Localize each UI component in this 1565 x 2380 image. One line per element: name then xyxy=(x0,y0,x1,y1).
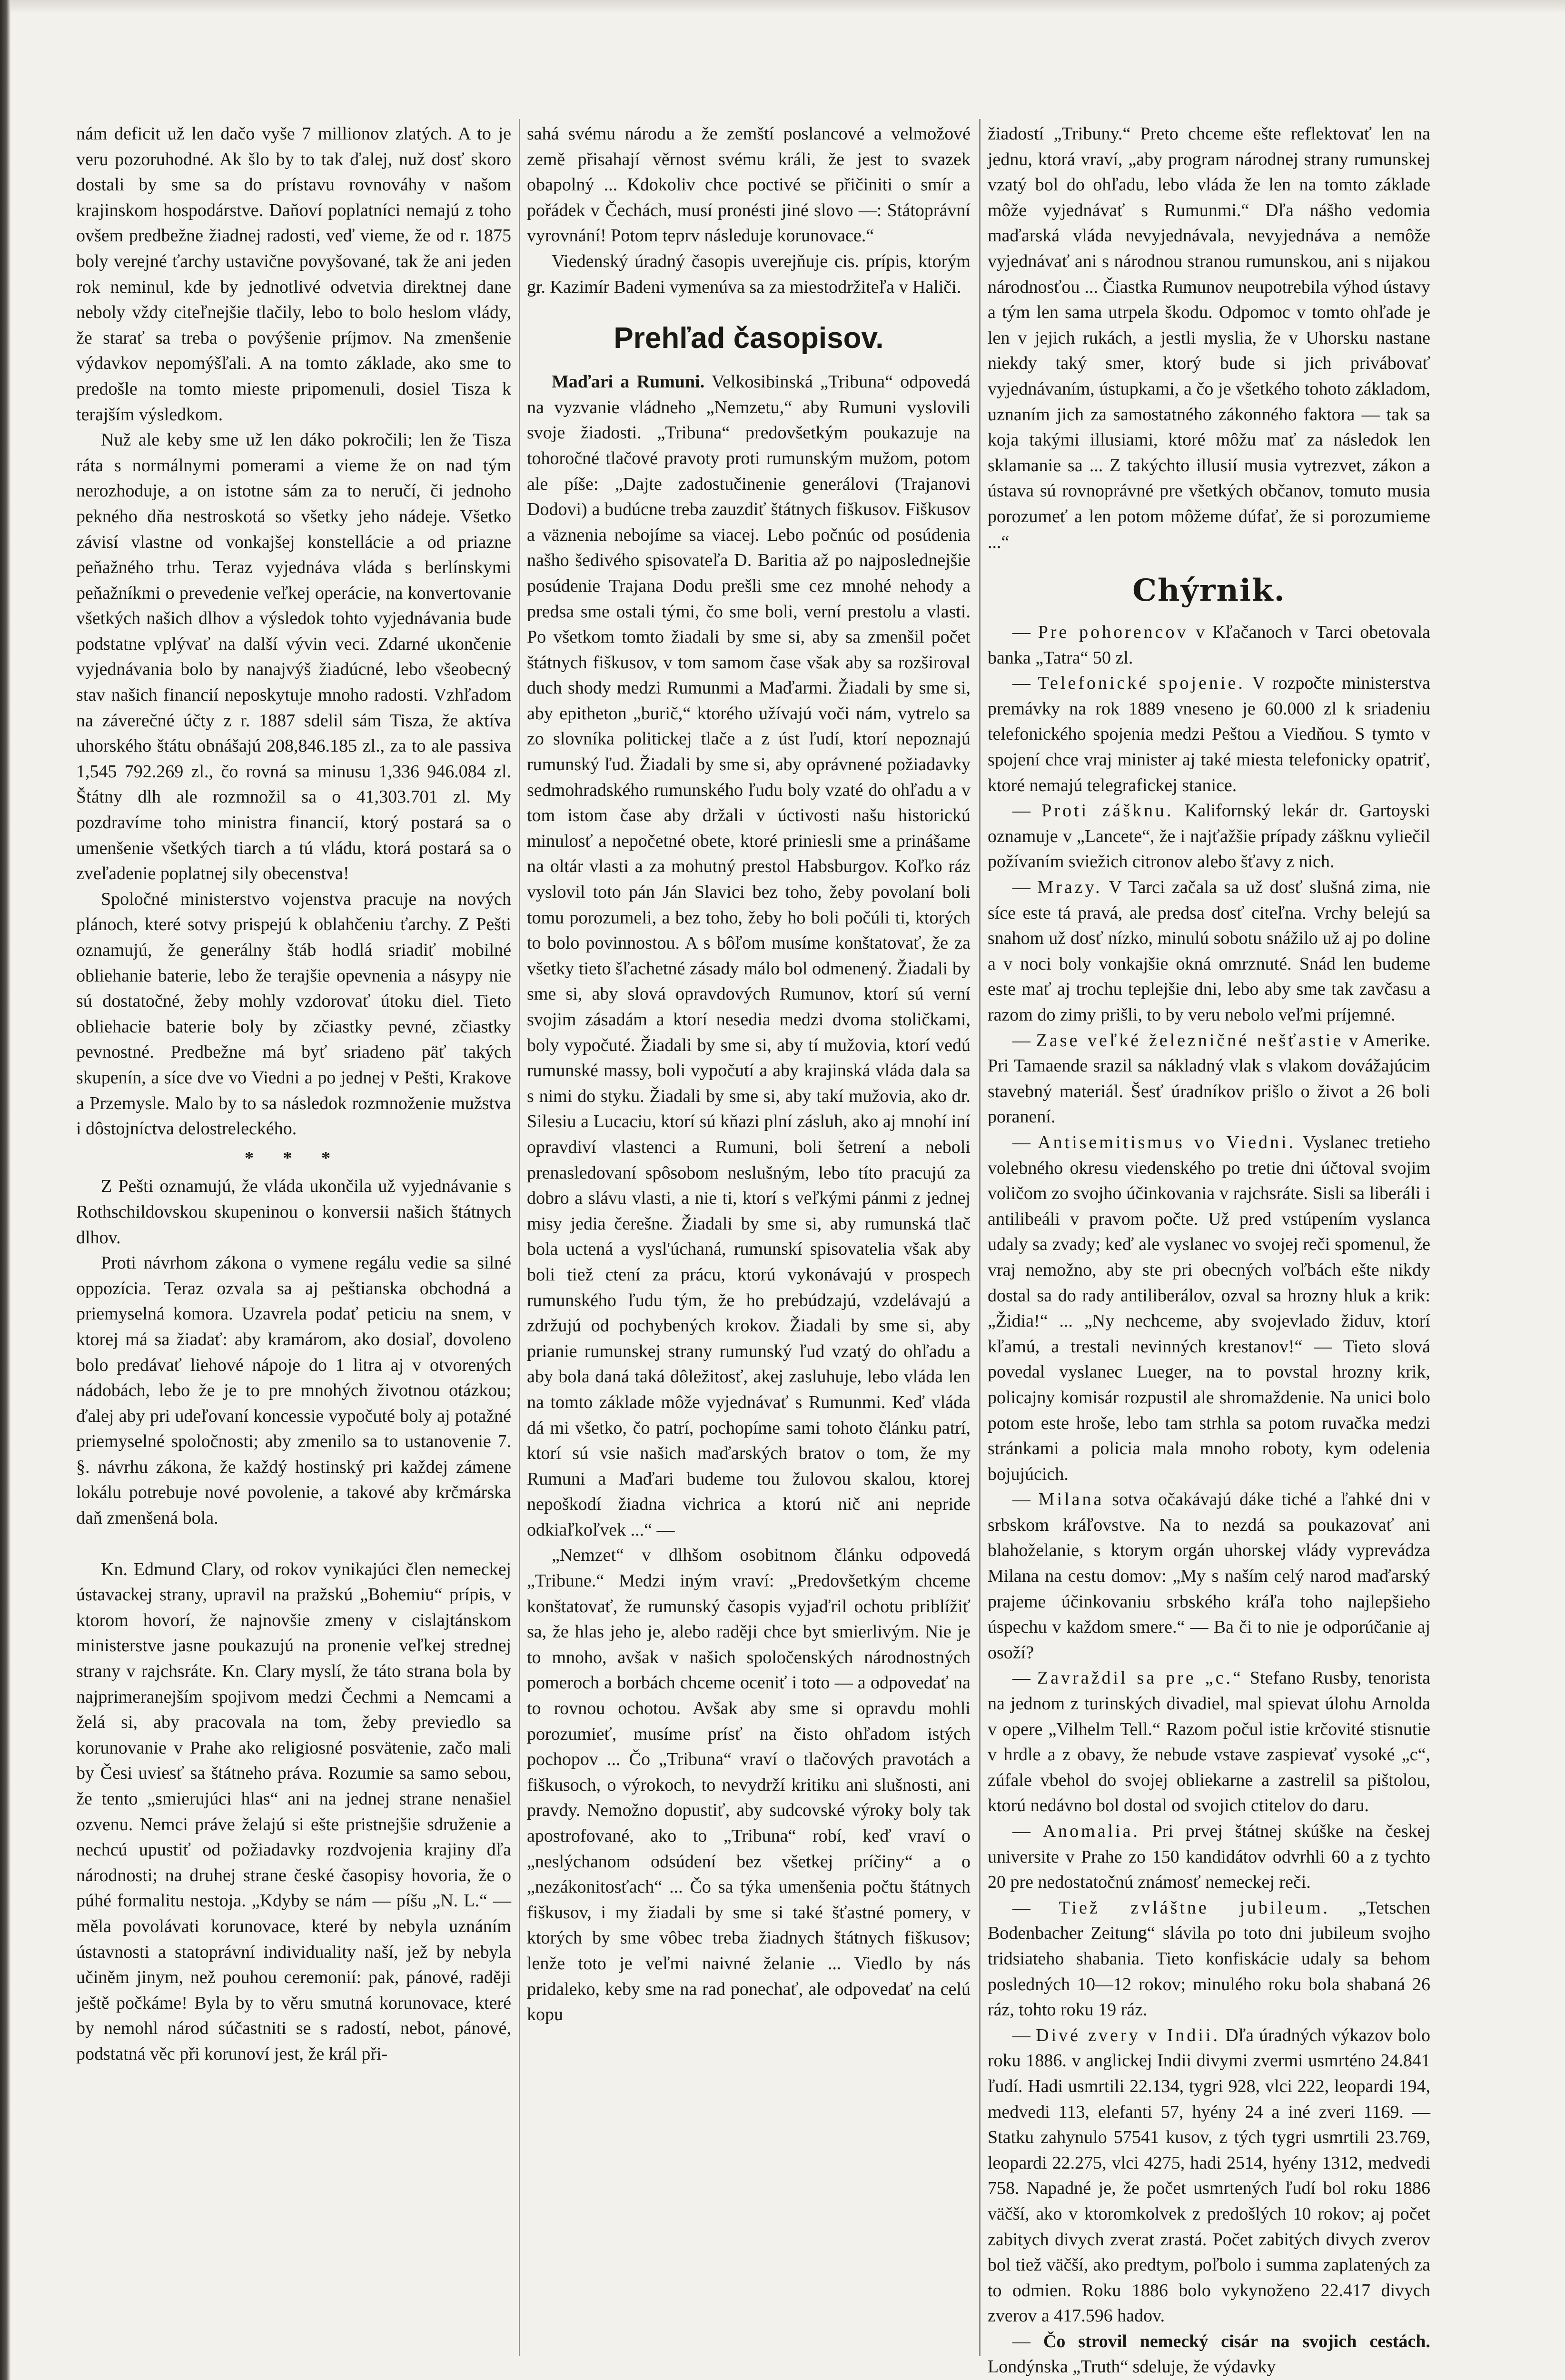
news-item-title: Anomalia. xyxy=(1042,1821,1140,1841)
news-item-6: — Antisemitismus vo Viedni. Vyslanec tretieho volebného okresu viedenského po tretie dni účtoval svojim voličom zo svojho účinkovania v rajchsráte. Sisli sa liberáli i antilibeáli v pravom počte. Už pred vstúpením vyslanca udaly sa zvady; keď ale vyslanec vo svojej reči spomenul, že vraj nemožno, aby ste pri obecných voľbách ešte nikdy dostal sa do rady antiliberálov, ozval sa hrozny hluk a krik: „Židia!“ ... „Ny nechceme, aby svojevlado židuv, ktorí kľamú, a trestali nevinných krestanov!“ — Tieto slová povedal vyslanec Lueger, na to povstal hrozny krik, policajny komisár rozpustil ale shromaždenie. Na unici bolo potom este hroše, lebo tam strhla sa potom ruvačka medzi stránkami a policia mala mnoho roboty, kym odelenia bojujúcich. xyxy=(988,1132,1431,1484)
news-item-10: — Tiež zvláštne jubileum. „Tetschen Bodenbacher Zeitung“ slávila po toto dni jubileum svojho tridsiateho shabania. Tieto konfiskácie udaly sa behom posledných 10—12 rokov; minulého roku bola shabaná 26 ráz, tohto roku 19 ráz. xyxy=(988,1897,1431,2020)
column-rule-1 xyxy=(519,119,520,2356)
scan-left-edge xyxy=(0,0,10,2380)
news-item-11: — Divé zvery v Indii. Dľa úradných výkazov bolo roku 1886. v anglickej Indii divymi zvermi usmrténo 24.841 ľudí. Hadi usmrtili 22.134, tygri 928, vlci 222, leopardi 194, medvedi 113, elefanti 57, hyény 24 a iné zveri 1169. — Statku zahynulo 57541 kusov, z tých tygri usmrtili 23.769, leopardi 22.275, vlci 4275, hadi 2514, hyény 1312, medvedi 758. Napadné je, že počet usmrtených ľudí bol roku 1886 väčší, ako v ktoromkolvek z predošlých 10 rokov; aj počet zabitych divych zverat zrastá. Počet zabitých divych zverov bol tiež väčší, ako predtym, poľbolo i summa zaplatených za to odmien. Roku 1886 bolo vykynoženo 22.417 divych zverov a 417.596 hadov. xyxy=(988,2025,1431,2326)
news-item-text: sotva očakávajú dáke tiché a ľahké dni v srbskom kráľovstve. Na to nezdá sa poukazovať ani blahoželanie, s ktorym orgán uhorskej vlády vyprevádza Milana na cestu domov: „My s naším celý narod maďarský prajeme účinkovaniu srbského kráľa toho najlepšieho úspechu v každom smere.“ — Ba či to nie je odporúčanie aj osoží? xyxy=(988,1489,1430,1663)
news-item-9: — Anomalia. Pri prvej štátnej skúške na českej universite v Prahe zo 150 kandidátov odvrhli 60 a z tychto 20 pre nedostatočnú známosť nemeckej reči. xyxy=(988,1821,1431,1893)
news-item-text: Stefano Rusby, tenorista na jednom z turinských divadiel, mal spievat úlohu Arnolda v opere „Vilhelm Tell.“ Razom počul istie krčovité stisnutie v hrdle a z obavy, že nebude vstave zaspievať vysoké „c“, zúfale vbehol do svojej obliekarne a zastrelil sa pištolou, ktorú nedávno bol dostal od svojich ctitelov do daru. xyxy=(988,1668,1431,1816)
news-item-title: Zase veľké železničné nešťastie xyxy=(1036,1030,1344,1051)
news-item-2: — Telefonické spojenie. V rozpočte ministerstva premávky na rok 1889 vneseno je 60.000 zl k sriadeniu telefonického spojenia medzi Peštou a Viedňou. S tymto v spojení chce vraj minister aj také miesta telefonicky opatriť, ktoré nemajú telegrafickej stanice. xyxy=(988,673,1430,795)
news-item-title: Milana xyxy=(1038,1489,1104,1510)
article-subheading: Maďari a Rumuni. xyxy=(552,372,705,392)
col3-paragraph-1: žiadostí „Tribuny.“ Preto chceme ešte reflektovať len na jednu, ktorá vraví, „aby program národnej strany rumunskej vzatý bol do ohľadu, lebo vláda že len na tomto základe môže vyjednávať s Rumunmi.“ Dľa nášho vedomia maďarská vláda nevyjednávala, nevyjednáva a nemôže vyjednávať ani s národnou stranou rumunskou, ani s nijakou národnosťou ... Čiastka Rumunov neupotrebila výhod ústavy a tým len sama utrpela škodu. Odpomoc v tomto ohľade je len v jejich rukách, a jestli myslia, že v Uhorsku nastane niekdy taký smer, ktorý bude si jich privábovať vyjednávaním, ústupkami, a čo je všetkého tohoto základom, uznaním jich za samostatného zákonného faktora — tak sa koja takými illusiami, ktoré môžu mať za následok len sklamanie sa ... Z takýchto illusií musia vytrezvet, zákon a ústava sú rovnoprávné pre všetkých občanov, tomuto musia porozumeť a len potom môžeme dúfať, že si porozumieme ...“ xyxy=(988,124,1430,552)
news-item-3: — Proti zášknu. Kalifornský lekár dr. Gartoyski oznamuje v „Lancete“, že i najťažšie prípady zášknu vyliečil požívaním sviežich citronov alebo šťavy z nich. xyxy=(988,801,1430,872)
news-item-text: Pri prvej štátnej skúške na českej universite v Prahe zo 150 kandidátov odvrhli 60 a z tychto 20 pre nedostatočnú známosť nemeckej reči. xyxy=(988,1821,1431,1893)
section-heading-news: Chýrnik. xyxy=(1132,573,1286,609)
news-item-text: Londýnska „Truth“ sdeluje, že výdavky xyxy=(988,2357,1276,2377)
column-rule-2 xyxy=(979,119,981,2356)
column-2 xyxy=(527,121,971,2028)
news-item-text: v Amerike. Pri Tamaende srazil sa nákladný vlak s vlakom dovážajúcim stavebný materiál. Šesť úradníkov prišlo o život a 26 boli poranení. xyxy=(988,1030,1430,1127)
news-item-text: V rozpočte ministerstva premávky na rok 1889 vneseno je 60.000 zl k sriadeniu telefonického spojenia medzi Peštou a Viedňou. S tymto v spojení chce vraj minister aj také miesta telefonicky opatriť, ktoré nemajú telegrafickej stanice. xyxy=(988,673,1430,795)
news-item-title: Zavraždil sa pre „c.“ xyxy=(1037,1668,1243,1688)
news-item-7: — Milana sotva očakávajú dáke tiché a ľahké dni v srbskom kráľovstve. Na to nezdá sa poukazovať ani blahoželanie, s ktorym orgán uhorskej vlády vyprevádza Milana na cestu domov: „My s naším celý narod maďarský prajeme účinkovaniu srbského kráľa toho najlepšieho úspechu v každom smere.“ — Ba či to nie je odporúčanie aj osoží? xyxy=(988,1489,1430,1663)
scan-top-shade xyxy=(0,0,1565,13)
news-item-8: — Zavraždil sa pre „c.“ Stefano Rusby, tenorista na jednom z turinských divadiel, mal spievat úlohu Arnolda v opere „Vilhelm Tell.“ Razom počul istie krčovité stisnutie v hrdle a z obavy, že nebude vstave zaspievať vysoké „c“, zúfale vbehol do svojej obliekarne a zastrelil sa pištolou, ktorú nedávno bol dostal od svojich ctitelov do daru. xyxy=(988,1668,1431,1816)
section-separator: * * * xyxy=(245,1148,343,1168)
news-item-title: Pre pohorencov xyxy=(1038,622,1189,643)
news-item-12: — Čo strovil nemecký cisár na svojich cestách. Londýnska „Truth“ sdeluje, že výdavky xyxy=(988,2331,1430,2377)
news-item-text: V Tarci začala sa už dosť slušná zima, nie síce este tá pravá, ale predsa dosť citeľna. Vrchy belejú sa snahom už dosť nízko, minulú sobotu snážilo už aj po doline a v noci boly vonkajšie okná omrznuté. Snád len budeme este mať aj trochu teplejšie dni, lebo aby sme tak zavčasu a razom do zimy prišli, to by veru nebolo veľmi príjemné. xyxy=(988,877,1430,1025)
news-item-title: Proti zášknu. xyxy=(1041,801,1174,821)
news-item-text: v Kľačanoch v Tarci obetovala banka „Tatra“ 50 zl. xyxy=(988,622,1431,668)
col1-paragraph-5: Proti návrhom zákona o vymene regálu vedie sa silné oppozícia. Teraz ozvala sa aj peštianska obchodná a priemyselná komora. Uzavrela podať peticiu na snem, v ktorej má sa žiadať: aby kramárom, ako dosiaľ, dovoleno bolo predávať liehové nápoje do 1 litra aj v otvorených nádobách, lebo že je to pre mnohých životnou otázkou; ďalej aby pri udeľovaní koncessie vypočuté boly aj potažné priemyselné spoločnosti; aby zmenilo sa to ustanovenie 7. §. návrhu zákona, že každý hostinský pri každej zámene lokálu potrebuje nové povolenie, a takové aby krčmárska daň zmenšená bola. xyxy=(76,1253,511,1528)
section-heading-press-review: Prehľad časopisov. xyxy=(614,322,884,355)
news-item-text: „Tetschen Bodenbacher Zeitung“ slávila po toto dni jubileum svojho tridsiateho shabania. Tieto konfiskácie udaly sa behom posledných 10—12 rokov; minulého roku bola shabaná 26 ráz, tohto roku 19 ráz. xyxy=(988,1897,1431,2020)
news-item-title: Telefonické spojenie. xyxy=(1038,673,1245,694)
col2-paragraph-4: „Nemzet“ v dlhšom osobitnom článku odpovedá „Tribune.“ Medzi iným vraví: „Predovšetkým chceme konštatovať, že rumunský časopis vyjaďril ochotu priblížiť sa, že hlas jeho je, alebo raději chce byt smierlivým. Nie je to mnoho, avšak v našich spoločenských národnostných pomeroch a borbách chceme oceniť i toto — a odpovedať na to rovnou ochotou. Avšak aby sme si opravdu mohli porozumieť, musíme prísť na čisto ohľadom istých pochopov ... Čo „Tribuna“ vraví o tlačových pravotách a fiškusoch, o výrokoch, to nevydrží kritiku ani slušnosti, ani pravdy. Nemožno dopustiť, aby sudcovské výroky boly tak apostrofované, ako to „Tribuna“ robí, keď vraví o „neslýchanom odsúdení bez všetkej príčiny“ a o „nezákonitosťach“ ... Čo sa týka umenšenia počtu štátnych fiškusov, i my žiadali by sme si také šťastné pomery, v ktorých by sme vôbec treba žiadnych štátnych fiškusov; lenže toto je veľmi naivné želanie ... Viedlo by nás pridaleko, keby sme na rad ponechať, ale odpovedať na celú kopu xyxy=(527,1545,971,2025)
col1-paragraph-6: Kn. Edmund Clary, od rokov vynikajúci člen nemeckej ústavackej strany, upravil na pražskú „Bohemiu“ prípis, v ktorom hovorí, že najnovšie zmeny v cislajtánskom ministerstve jasne poukazujú na pronenie veľkej strednej strany v rajchsráte. Kn. Clary myslí, že táto strana bola by najprimeranejším spojivom medzi Čechmi a Nemcami a želá si, aby pracovala na tom, žeby previedlo sa korunovanie v Prahe ako religiosné posvätenie, začo mali by Česi uviesť sa štátneho práva. Rozumie sa samo sebou, že tento „smierujúci hlas“ ani na jednej strane nenašiel ozvenu. Nemci práve želajú si ešte pristnejšie sdruženie a nechcú upustiť od požiadavky rozdvojenia krajiny dľa národnosti; na druhej strane české časopisy hovoria, že o púhé formalitu nestoja. „Kdyby se nám — píšu „N. L.“ — měla povolávati korunovace, které by nebyla uznáním ústavnosti a statoprávní individuality naší, jež by nebyla učiněm jinym, než pouhou ceremonií: pak, pánové, raději ještě počkáme! Byla by to věru smutná korunovace, které by nemohl národ súčastniti se s radostí, nebot, pánové, podstatná věc při korunoví jest, že král při- xyxy=(76,1559,511,2064)
news-item-text: Dľa úradných výkazov bolo roku 1886. v anglickej Indii divymi zvermi usmrténo 24.841 ľudí. Hadi usmrtili 22.134, tygri 928, vlci 222, leopardi 194, medvedi 113, elefanti 57, hyény 24 a iné zveri 1169. — Statku zahynulo 57541 kusov, z tých tygri usmrtili 23.769, leopardi 22.275, vlci 4275, hadi 2514, hyény 1312, medvedi 758. Napadné je, že počet usmrtených ľudí bol roku 1886 väčší, ako v ktoromkolvek z predošlých 10 rokov; aj počet zabitych divych zverat zrastá. Počet zabitých divych zverov bol tiež väčší, ako predtym, poľbolo i summa zaplatených za to odmien. Roku 1886 bolo vykynoženo 22.417 divych zverov a 417.596 hadov. xyxy=(988,2025,1431,2326)
article-text: Velkosibinská „Tribuna“ odpovedá na vyzvanie vládneho „Nemzetu,“ aby Rumuni vyslovili svoje žiadosti. „Tribuna“ predovšetkým poukazuje na tohoročné tlačové pravoty proti rumunským mužom, potom ale píše: „Dajte zadostučinenie generálovi (Trajanovi Dodovi) a budúcne treba zauzdiť štátnych fiškusov. Fiškusov a väznenia nebojíme sa viacej. Lebo počnúc od posúdenia našho šedivého spisovateľa D. Baritia až po najposlednejšie posúdenie Trajana Dodu prešli sme cez mnohé nehody a predsa sme ostali tými, čo sme boli, verní prestolu a vlasti. Po všetkom tomto žiadali by sme si, aby sa zmenšil počet štátnych fiškusov, v tom samom čase však aby sa rozširoval duch shody medzi Rumunmi a Maďarmi. Žiadali by sme si, aby epitheton „burič,“ ktorého užívajú voči nám, vytrelo sa zo slovníka politickej tlače a z úst ľudí, ktorí nepoznajú rumunský ľud. Žiadali by sme si, aby oprávnené požiadavky sedmohradského rumunského ľudu boly vzaté do ohľadu a v tom istom čase aby držali v úctivosti našu historickú minulosť a nepočetné obete, ktoré priniesli sme a prinášame na oltár vlasti a za mohutný prestol Habsburgov. Koľko ráz vyslovil toto pán Ján Slavici bez toho, žeby povolaní boli tomu porozumeli, a bez toho, žeby ho boli počúli ti, ktorých to bolo povinnostou. A s bôľom musíme konštatovať, že za všetky tieto šľachetné zásady málo bol odmenený. Žiadali by sme si, aby slová opravdových Rumunov, ktorí sú verní svojim zásadám a ktorí nesedia medzi dvoma stoličkami, boly vypočuté. Žiadali by sme si, aby tí mužovia, ktorí vedú rumunské massy, boli vypočutí a aby krajinská vláda dala sa s nimi do styku. Žiadali by sme si, aby takí mužovia, ako dr. Silesiu a Lucaciu, ktorí sú kňazi plní zásluh, ako aj mnohí iní opravdiví vlastenci a Rumuni, boli šetrení a neboli prenasledovaní spôsobom neslušným, lebo títo pracujú za dobro a slávu vlasti, a nie ti, ktorí s veľkými pánmi z jednej misy jedia čerešne. Žiadali by sme si, aby rumunská tlač bola uctená a vysl'úchaná, rumunskí spisovatelia však aby boli tiež ctení za prácu, ktorú vykonávajú v prospech rumunského ľudu tým, že ho prebúdzajú, vzdelávajú a zdržujú od pochybených krokov. Žiadali by sme si, aby prianie rumunskej strany rumunský ľud vzatý do ohľadu a aby bola daná taká dôležitosť, akej zasluhuje, lebo vláda len na tomto základe môže vyjednávať s Rumunmi. Keď vláda dá mi všetko, čo patrí, pochopíme sami tohoto článku patrí, ktorí sú vsie našich maďarských bratov o tom, že my Rumuni a Maďari budeme tou žulovou skalou, ktorej nepoškodí žiadna vichrica a ktorú nič ani nepride odkiaľkoľvek ...“ — xyxy=(527,372,971,1540)
news-item-title: Mrazy. xyxy=(1037,877,1102,898)
news-item-title: Antisemitismus vo Viedni. xyxy=(1038,1132,1296,1152)
news-item-title: Tiež zvláštne jubileum. xyxy=(1059,1897,1330,1918)
col1-gap xyxy=(76,1531,511,1557)
col1-paragraph-2: Nuž ale keby sme už len dáko pokročili; len že Tisza ráta s normálnymi pomerami a vieme že on nad tým nerozhoduje, a on istotne sám za to neručí, či jednoho pekného dňa nestroskotá so všetky jeho nádeje. Všetko závisí vlastne od vonkajšej konstellácie a od priazne peňažného trhu. Teraz vyjednáva vláda s berlínskymi peňažníkmi o prevedenie veľkej operácie, na konvertovanie všetkých našich dlhov a výsledok tohto vyjednávania bude podstatne vplývať na další vývin veci. Zdarné ukončenie vyjednávania bolo by nanajvýš žiadúcné, lebo všeobecný stav našich financií neposkytuje mnoho radosti. Vzhľadom na záverečné účty z r. 1887 sdelil sám Tisza, že aktíva uhorského štátu obnášajú 208,846.185 zl., za to ale passiva 1,545 792.269 zl., čo rovná sa minusu 1,336 946.084 zl. Štátny dlh ale rozmnožil sa o 41,303.701 zl. My pozdravíme toho ministra financií, ktorý postará sa o umenšenie všetkých tiarch a tú vládu, ktorá postará sa o zveľadenie poplatnej sily obecenstva! xyxy=(76,430,511,884)
news-item-text: Vyslanec tretieho volebného okresu viedenského po tretie dni účtoval svojim voličom zo svojho účinkovania v rajchsráte. Sisli sa liberáli i antilibeáli v pravom počte. Už pred vstúpením vyslanca udaly sa zvady; keď ale vyslanec vo svojej reči spomenul, že vraj nemožno, aby ste pri obecných voľbách ešte nikdy dostal sa do rady antiliberálov, ozval sa hrozny hluk a krik: „Židia!“ ... „Ny nechceme, aby svojevlado židuv, ktorí kľamú, a trestali nevinných krestanov!“ — Tieto slová povedal vyslanec Lueger, na to povstal hrozny krik, policajny komisár rozpustil ale shromaždenie. Na unici bolo potom este hroše, lebo tam strhla sa potom ruvačka medzi stránkami a policia mala mnoho roboty, kym odelenia bojujúcich. xyxy=(988,1132,1431,1484)
col1-paragraph-1: nám deficit už len dačo vyše 7 millionov zlatých. A to je veru pozoruhodné. Ak šlo by to tak ďalej, nuž dosť skoro dostali by sme sa do prístavu rovnováhy v našom krajinskom hospodárstve. Daňoví poplatníci nemajú z toho ovšem predbežne žiadnej radosti, veď vieme, že od r. 1875 boly verejné ťarchy ustavične povyšované, tak že ani jeden rok neminul, kde by jednotlivé odvetvia direktnej dane neboly vždy citeľnejšie tlačily, lebo to bolo heslom vlády, že starať sa treba o povýšenie príjmov. Na zmenšenie výdavkov nepomýšľali. A na tomto základe, ako sme to predošle na tomto mieste pripomenuli, dosiel Tisza k terajším výsledkom. xyxy=(76,124,511,425)
col1-paragraph-4: Z Pešti oznamujú, že vláda ukončila už vyjednávanie s Rothschildovskou skupeninou o konversii našich štátnych dlhov. xyxy=(76,1176,511,1248)
col1-paragraph-3: Spoločné ministerstvo vojenstva pracuje na nových plánoch, které sotvy prispejú k oblahčeniu ťarchy. Z Pešti oznamujú, že generálny štáb hodlá sriadiť mobilné obliehanie baterie, lebo že terajšie opevnenia a násypy nie sú dostatočné, žeby mohly vzdorovať útoku diel. Tieto obliehacie baterie boly by zčiastky pevné, zčiastky pevnostné. Predbežne má byť sriadeno päť takých skupenín, a síce dve vo Viedni a po jednej v Pešti, Krakove a Przemysle. Malo by to sa následok rozmnoženie mužstva i dôstojníctva delostreleckého. xyxy=(76,889,511,1139)
column-3 xyxy=(988,121,1430,2380)
news-item-4: — Mrazy. V Tarci začala sa už dosť slušná zima, nie síce este tá pravá, ale predsa dosť citeľna. Vrchy belejú sa snahom už dosť nízko, minulú sobotu snážilo už aj po doline a v noci boly vonkajšie okná omrznuté. Snád len budeme este mať aj trochu teplejšie dni, lebo aby sme tak zavčasu a razom do zimy prišli, to by veru nebolo veľmi príjemné. xyxy=(988,877,1430,1025)
col2-paragraph-2: Viedenský úradný časopis uverejňuje cis. prípis, ktorým gr. Kazimír Badeni vymenúva sa za miestodržiteľa v Haliči. xyxy=(527,251,971,297)
col2-paragraph-1: sahá svému národu a že zemští poslancové a velmožové země přisahají věrnost svému králi, že jest to svazek obapolný ... Kdokoliv chce poctivé se přičiniti o smír a pořádek v Čechách, musí pronésti jiné slovo —: Státoprávní vyrovnání! Potom teprv následuje korunovace.“ xyxy=(527,124,971,246)
col2-paragraph-3 xyxy=(527,369,971,1543)
column-1 xyxy=(76,121,511,2067)
news-item-text: Kalifornský lekár dr. Gartoyski oznamuje v „Lancete“, že i najťažšie prípady zášknu vyliečil požívaním sviežich citronov alebo šťavy z nich. xyxy=(988,801,1430,872)
news-item-title: Divé zvery v Indii. xyxy=(1036,2025,1220,2045)
news-item-title: Čo strovil nemecký cisár na svojich cestách. xyxy=(1043,2331,1430,2351)
news-item-1: — Pre pohorencov v Kľačanoch v Tarci obetovala banka „Tatra“ 50 zl. xyxy=(988,622,1431,668)
news-item-5: — Zase veľké železničné nešťastie v Amerike. Pri Tamaende srazil sa nákladný vlak s vlakom dovážajúcim stavebný materiál. Šesť úradníkov prišlo o život a 26 boli poranení. xyxy=(988,1030,1430,1127)
